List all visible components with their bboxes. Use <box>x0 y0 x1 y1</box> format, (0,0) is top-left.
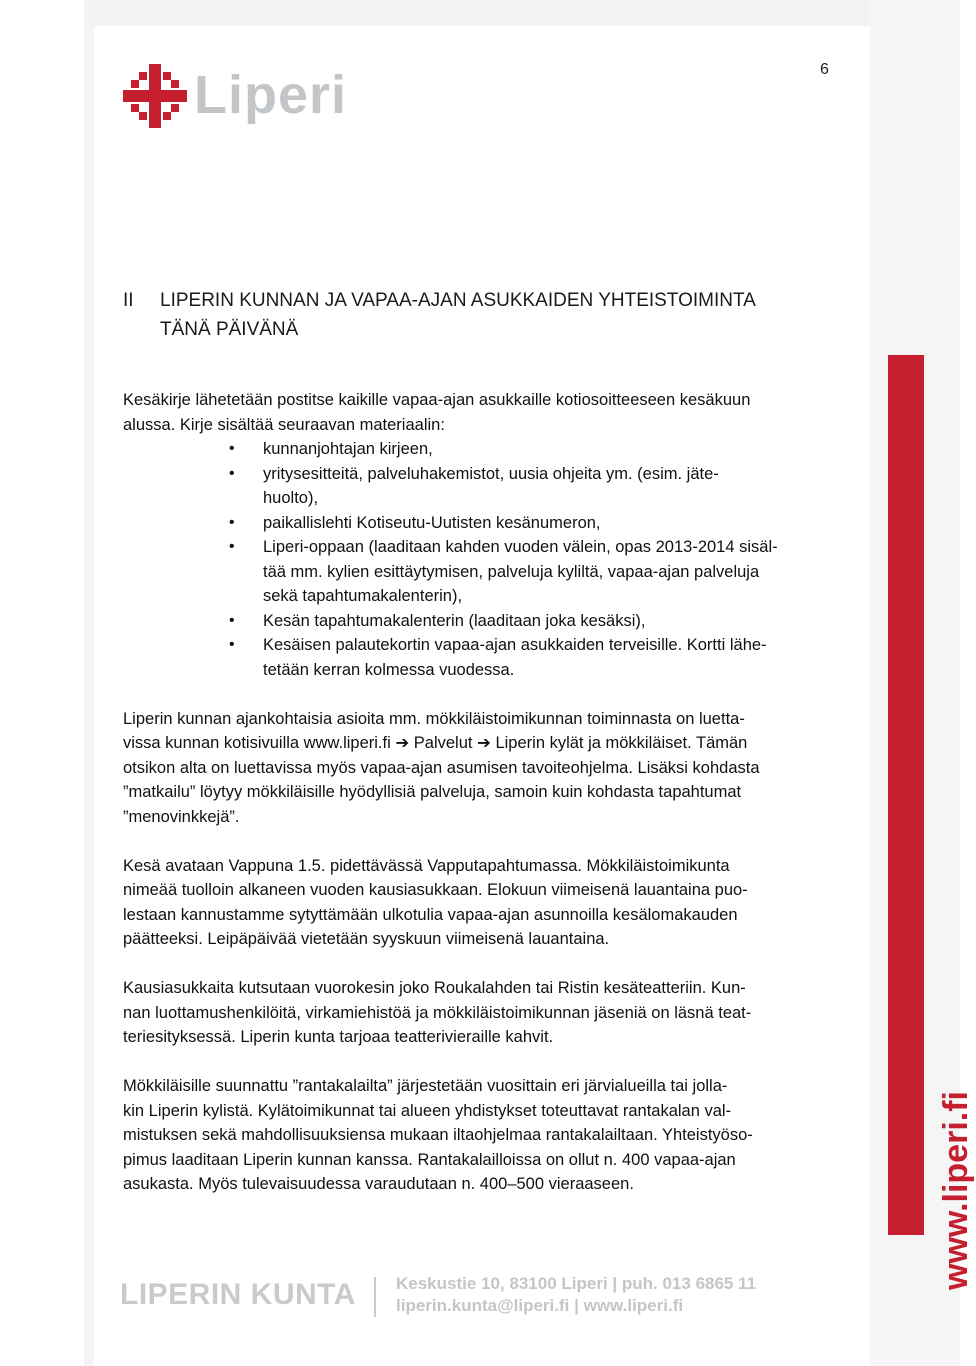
bullet-icon: • <box>229 464 235 482</box>
paragraph-line: nimeää tuolloin alkaneen vuoden kausiasukkaan. Elokuun viimeisenä lauantaina puo- <box>123 881 748 899</box>
page-frame-top <box>84 0 870 26</box>
list-item <box>123 511 843 536</box>
document-body <box>123 388 843 1197</box>
paragraph-line: Kausiasukkaita kutsutaan vuorokesin joko Roukalahden tai Ristin kesäteatteriin. Kun- <box>123 979 746 997</box>
list-item <box>123 633 843 682</box>
list-item-text: tetään kerran kolmessa vuodessa. <box>263 660 515 679</box>
intro-line: alussa. Kirje sisältää seuraavan materiaalin: <box>123 415 445 434</box>
intro-line: Kesäkirje lähetetään postitse kaikille vapaa-ajan asukkaille kotiosoitteeseen kesäkuun <box>123 391 751 409</box>
heading-line-2: TÄNÄ PÄIVÄNÄ <box>160 319 299 340</box>
paragraph-line: ”menovinkkejä”. <box>123 807 240 826</box>
paragraph-line: teriesityksessä. Liperin kunta tarjoaa teatterivieraille kahvit. <box>123 1028 554 1046</box>
paragraph-line: päätteeksi. Leipäpäivää vietetään syyskuun viimeisenä lauantaina. <box>123 930 610 948</box>
footer-address: Keskustie 10, 83100 Liperi | puh. 013 6865 11 <box>396 1274 757 1293</box>
vertical-website-url: www.liperi.fi <box>937 1091 975 1290</box>
logo-wordmark: Liperi <box>194 65 348 125</box>
footer-contact: liperin.kunta@liperi.fi | www.liperi.fi <box>396 1296 684 1315</box>
paragraph-line: ”matkailu” löytyy mökkiläisille hyödyllisiä palveluja, samoin kuin kohdasta tapahtumat <box>123 783 742 801</box>
paragraph-line: vissa kunnan kotisivuilla www.liperi.fi ➔ Palvelut ➔ Liperin kylät ja mökkiläiset. Tämän <box>123 734 748 752</box>
list-item <box>123 462 843 511</box>
paragraph-line: kin Liperin kylistä. Kylätoimikunnat tai alueen yhdistykset toteuttavat rantakalan val- <box>123 1101 732 1120</box>
bullet-icon: • <box>229 611 235 629</box>
paragraph-website <box>123 707 843 830</box>
liperi-logo <box>120 60 360 135</box>
list-item-text: Liperi-oppaan (laaditaan kahden vuoden välein, opas 2013-2014 sisäl- <box>263 538 778 556</box>
list-item-text: tää mm. kylien esittäytymisen, palveluja kyliltä, vapaa-ajan palveluja <box>263 562 760 581</box>
heading-number: II <box>123 290 134 311</box>
page-frame-left <box>84 0 94 1366</box>
intro-paragraph <box>123 388 843 437</box>
paragraph-line: mistuksen sekä mahdollisuuksiensa mukaan iltaohjelmaa rantakalailtaan. Yhteistyöso- <box>123 1126 753 1144</box>
footer-title: LIPERIN KUNTA <box>120 1278 356 1311</box>
list-item-text: sekä tapahtumakalenterin), <box>263 587 463 605</box>
bullet-icon: • <box>229 440 235 457</box>
list-item-text: Kesäisen palautekortin vapaa-ajan asukkaiden terveisille. Kortti lähe- <box>263 636 767 654</box>
list-item-text: kunnanjohtajan kirjeen, <box>263 440 433 458</box>
page-footer <box>0 1265 960 1325</box>
paragraph-line: otsikon alta on luettavissa myös vapaa-ajan asumisen tavoiteohjelma. Lisäksi kohdasta <box>123 758 760 777</box>
list-item-text: yritysesitteitä, palveluhakemistot, uusia ohjeita ym. (esim. jäte- <box>263 464 719 483</box>
paragraph-line: Liperin kunnan ajankohtaisia asioita mm. mökkiläistoimikunnan toiminnasta on luetta- <box>123 709 745 728</box>
paragraph-summer-events <box>123 854 843 952</box>
cross-emblem-icon <box>120 60 190 132</box>
red-side-strip <box>888 355 924 1235</box>
bullet-icon: • <box>229 636 235 653</box>
footer-divider <box>374 1277 376 1317</box>
paragraph-line: Kesä avataan Vappuna 1.5. pidettävässä Vapputapahtumassa. Mökkiläistoimikunta <box>123 856 730 875</box>
heading-line-1: LIPERIN KUNNAN JA VAPAA-AJAN ASUKKAIDEN YHTEISTOIMINTA <box>160 290 756 311</box>
paragraph-theatre <box>123 976 843 1050</box>
paragraph-line: pimus laaditaan Liperin kunnan kanssa. Rantakalailloissa on ollut n. 400 vapaa-ajan <box>123 1150 736 1169</box>
bullet-icon: • <box>229 538 235 555</box>
page-number: 6 <box>820 61 829 78</box>
material-list <box>123 437 843 682</box>
paragraph-line: nan luottamushenkilöitä, virkamiehistöä ja mökkiläistoimikunnan jäseniä on läsnä teat- <box>123 1003 752 1022</box>
list-item <box>123 535 843 609</box>
bullet-icon: • <box>229 513 235 531</box>
list-item-text: Kesän tapahtumakalenterin (laaditaan joka kesäksi), <box>263 611 646 630</box>
list-item <box>123 609 843 634</box>
paragraph-line: lestaan kannustamme sytyttämään ulkotulia vapaa-ajan asunnoilla kesälomakauden <box>123 905 738 924</box>
paragraph-line: asukasta. Myös tulevaisuudessa varaudutaan n. 400–500 vieraaseen. <box>123 1175 634 1193</box>
list-item-text: paikallislehti Kotiseutu-Uutisten kesänumeron, <box>263 513 601 532</box>
paragraph-fish-evening <box>123 1074 843 1197</box>
list-item-text: huolto), <box>263 489 319 507</box>
paragraph-line: Mökkiläisille suunnattu ”rantakalailta” järjestetään vuosittain eri järvialueilla tai jolla- <box>123 1077 728 1095</box>
list-item <box>123 437 843 462</box>
